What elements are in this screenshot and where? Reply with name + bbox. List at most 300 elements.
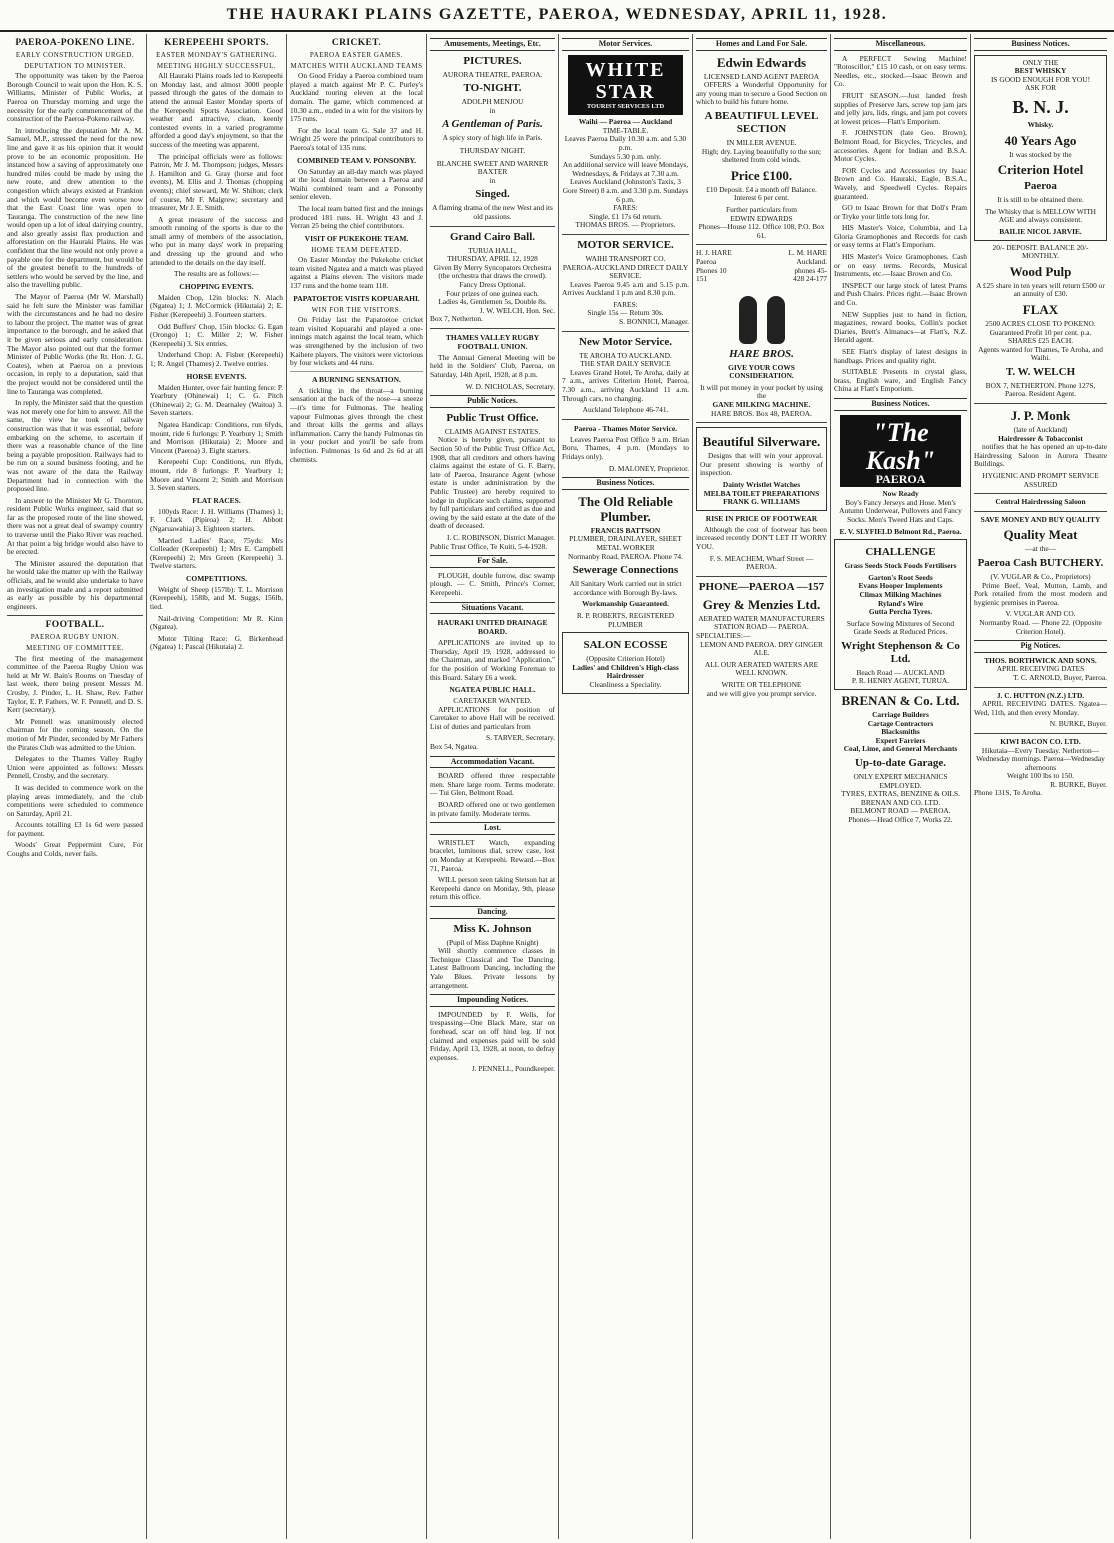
receiving: APRIL RECEIVING DATES — [996, 664, 1085, 674]
flax-p: 2500 ACRES CLOSE TO POKENO. — [985, 318, 1096, 328]
section-label: Business Notices. — [562, 477, 689, 490]
paragraph: IMPOUNDED by F. Wells, for trespassing—One Black Mare, star on forehead, scar on off hind leg. If not claimed and expenses paid will be sold Friday, April 13, 1928, at noon, to defray expenses. — [430, 1009, 555, 1062]
challenge-box — [834, 539, 967, 690]
divider — [696, 422, 827, 423]
white-star-sub: TOURIST SERVICES LTD — [586, 102, 665, 110]
paragraph: HIS Master's Voice, Columbia, and La Gloria Gramophones and Records for cash or easy terms at Flatt's Emporium. — [834, 223, 967, 250]
paragraph: It was decided to commence work on the playing areas immediately, and the club competitions were scheduled to commence on Saturday, April 21. — [7, 782, 143, 818]
battson: FRANCIS BATTSON — [590, 525, 661, 535]
paragraph: Leaves Grand Hotel, Te Aroha, daily at 7 a.m., arrives Criterion Hotel, Paeroa, 7.30 a.m., arriving Auckland 11 a.m. Through cars, no changing. — [562, 367, 689, 403]
manager: S. BONNICI, Manager. — [619, 317, 689, 327]
kash-title: "The Kash" — [865, 417, 936, 475]
paragraph: The Mayor of Paeroa (Mr W. Marshall) said he felt sure the Minister was familiar with the circumstances and he had no desire to labour the project. The matter was of great importance to the borough, and he asked that it be given serious and early consideration. The Mayor also pointed out that the former Minister of Public Works (the Rt. Hon. J. G. Coates), when at Paeroa on a previous occasion, in reply to a deputation, said that the project would not be considered until the line to Tauranga was completed. — [7, 292, 143, 396]
section-head: COMPETITIONS. — [185, 573, 248, 583]
money: It will put money in your pocket by using the — [700, 382, 823, 401]
ball-date: THURSDAY, APRIL 12, 1928 — [447, 254, 538, 264]
paragraph: The principal officials were as follows: Patron, Mr J. M. Thompson; judges, Messrs J. Hamilton and G. Gray (horse and foot events), M. Ellis and J. Thomas (chopping events); chief steward, Mr W. Shilton; clerk of course, Mr F. Malgrew; secretary and treasurer, Mr J. E. Smith. — [150, 151, 283, 213]
white-star-title: WHITE STAR — [585, 58, 666, 103]
tv-head: THAMES VALLEY RUGBY FOOTBALL UNION. — [445, 332, 540, 351]
give-cows: GIVE YOUR COWS CONSIDERATION. — [728, 362, 795, 381]
stocked: It was stocked by the — [1009, 149, 1072, 159]
burke: N. BURKE, Buyer. — [1049, 719, 1107, 729]
daily-service: PAEROA-AUCKLAND DIRECT DAILY SERVICE. — [562, 262, 689, 281]
column-1 — [4, 34, 146, 1539]
white-star-logo — [568, 55, 683, 116]
divider — [974, 733, 1107, 734]
pto-head: Public Trust Office. — [446, 411, 539, 424]
paeroa: Paeroa — [1024, 180, 1057, 193]
section-head: PAPATOETOE VISITS KOPUARAHI. — [293, 293, 420, 303]
paragraph: HIS Master's Voice Gramophones. Cash or on easy terms. Records, Musical Instruments, etc.—Isaac Brown and Co. — [834, 252, 967, 279]
section-label: For Sale. — [430, 555, 555, 568]
ngatea-head: NGATEA PUBLIC HALL. — [449, 685, 536, 695]
vuglar: (V. VUGLAR & Co., Proprietors) — [990, 572, 1091, 581]
paragraph: APPLICATIONS are invited up to Thursday, April 19, 1928, addressed to the Chairman, and marked "Application," for the position of Working Foreman to this Board. Salary £6 a week. — [430, 638, 555, 682]
paragraph: A great measure of the success and smooth running of the sports is due to the small army of members of the association, who put in many days' work in preparing and dressing up the ground and who attended to the details on the day itself. — [150, 214, 283, 267]
paragraph: F. JOHNSTON (late Geo. Brown), Belmont Road, for Bicycles, Tricycles, and accessories. Agent for Indian and B.S.A. Motor Cycles. — [834, 128, 967, 164]
agents: Agents wanted for Thames, Te Aroha, and Waihi. — [978, 344, 1103, 363]
divider — [430, 226, 555, 227]
motor-service-head: MOTOR SERVICE. — [577, 238, 674, 251]
paragraph: Ngatea Handicap: Conditions, run 6fyds, mount, ride 6 furlongs: P. Yearbury 1; Smith and Morrison (Hikutaia) 2; Moore and Vincent (Paeroa) 3. Eight starters. — [150, 419, 283, 455]
paragraph: FRUIT SEASON.—Just landed fresh supplies of Preserve Jars, screw top jam jars and jelly jars, lids, rings, and jam pot covers at lowest prices—Flatt's Emporium. — [834, 90, 967, 126]
section-label: Impounding Notices. — [430, 994, 555, 1007]
workmanship: Workmanship Guaranteed. — [582, 599, 669, 609]
paragraph: BOARD offered three respectable men. Share large room. Terms moderate. — Tui Glen, Belmont Road. — [430, 771, 555, 798]
paragraph: In introducing the deputation Mr A. M. Samuel, M.P., stressed the need for the new line and gave it as his opinion that it would prove to be an economic proposition. He instanced how a saving of approximately one hundred miles could be made by using the new route, and drew attention to the congestion which always existed at Frankton and which would become even worse now that the East Coast line was open to Tauranga. The construction of the new line would open up a lot of ideal dairying country, and also greatly assist flax production and afforestation on the Hauraki Plains. He was confident that the line would not only prove a payable one for the department, but would be of the greatest benefit to the hundreds of settlers who would be served by the line, and also the travelling public. — [7, 125, 143, 290]
section-head: FLAT RACES. — [192, 495, 241, 505]
paragraph: Maiden Hunter, over fair hunting fence: P. Yearbury (Ohinewai) 1; C. G. Pitch (Ohinewai) 2; G. M. Dearnaley (Waitoa) 3. Seven starters. — [150, 382, 283, 418]
paragraph: On Good Friday a Paeroa combined team played a match against Mr P. C. Purley's Auckland touring eleven at the local domain. The game, which commenced at 10.30 a.m., ended in a win for the visitors by 175 runs. — [290, 71, 423, 124]
johnson-head: Miss K. Johnson — [453, 922, 532, 935]
thursday-night: THURSDAY NIGHT. — [459, 145, 526, 155]
section-label: Business Notices. — [974, 38, 1107, 51]
paragraph: Married Ladies' Race, 75yds: Mrs Colleader (Kerepeehi) 1; Mrs E. Campbell (Kerepeehi) 2; Mrs Green (Kerepeehi) 3. Twelve starters. — [150, 535, 283, 571]
paragraph: Will shortly commence classes in Technique Classical and Toe Dancing. Latest Ballroom Dancing, including the Yale Blues. Private lessons by arrangement. — [430, 946, 555, 990]
fares-value: Single 15s — Return 30s. — [587, 308, 664, 318]
cartage: Cartage Contractors — [867, 718, 934, 728]
paragraph: OFFERS a Wonderful Opportunity for any young man to secure a Good Section on which to build his future home. — [696, 80, 827, 107]
whisky-box — [974, 55, 1107, 241]
henry: P. R. HENRY AGENT, TURUA. — [851, 676, 950, 686]
fares: FARES: — [613, 299, 638, 309]
best: BEST WHISKY — [1014, 66, 1067, 76]
section-label: Lost. — [430, 822, 555, 835]
paragraph: All Hauraki Plains roads led to Kerepeehi on Monday last, and almost 3000 people passed through the gates of the domain to attend the annual Easter Monday sports of the Kerepeehi Sports Association. Good weather and attractive, clean, keenly contested events in a varied programme afforded a good day's enjoyment, so that the success of the meeting was apparent. — [150, 71, 283, 149]
hare-header — [696, 249, 827, 283]
edwards-sub: LICENSED LAND AGENT PAEROA — [703, 71, 820, 81]
paragraph: Woods' Great Peppermint Cure, For Coughs and Colds, never fails. — [7, 840, 143, 859]
brenan: BRENAN & Co. Ltd. — [841, 693, 960, 709]
monk-sub: (late of Auckland) — [1013, 425, 1068, 435]
gane: GANE MILKING MACHINE. — [712, 400, 811, 410]
paragraph: In reply, the Minister said that the question was not merely one for him to answer. All the same, the view he took of railway construction was that it was essential, before embarking on the scheme, to ascertain if there was a reasonable chance of the line being a payable proposition. Railways had to be run on a sound business footing, and he was not aware of the data the Railway Department had in connection with the proposed line. — [7, 398, 143, 494]
paragraph: A PERFECT Sewing Machine! "Rotoscillor," £15 10 cash, or on easy terms. Needles, etc., stocked.—Isaac Brown and Co. — [834, 53, 967, 89]
hair: Hairdresser & Tobacconist — [998, 433, 1083, 443]
subhead: MEETING OF COMMITTEE. — [26, 644, 124, 652]
expert: ONLY EXPERT MECHANICS EMPLOYED. — [853, 772, 948, 790]
paragraph: Maiden Chop, 12in blocks: N. Alach (Ngatea) 1; J. McCormick (Hikutaia) 2; E. Fisher (Kerepeehi) 3. Fourteen starters. — [150, 292, 283, 320]
garage: Up-to-date Garage. — [854, 757, 947, 770]
cash: Paeroa Cash BUTCHERY. — [977, 557, 1104, 569]
tv-sig: W. D. NICHOLAS, Secretary. — [465, 381, 555, 391]
battson-sub: PLUMBER, DRAINLAYER, SHEET METAL WORKER — [569, 534, 682, 552]
hare-paeroa: H. J. HARE Paeroa Phones 10 151 — [696, 248, 732, 284]
paragraph: On Saturday an all-day match was played at the local domain between a Paeroa and Waihi combined team and a Ponsonby senior eleven. — [290, 166, 423, 202]
bnj: B. N. J. — [1012, 96, 1069, 117]
divider — [974, 403, 1107, 404]
section-label: Public Notices. — [430, 395, 555, 408]
paragraph: The first meeting of the management committee of the Paeroa Rugby Union was held at Mr W. Bain's Rooms on Tuesday of last week, there being present Messrs M. Crosby, J. Pinder, L. H. Shaw, Rev. Father Taylor, E. P. Fathers, W. F. Pennell, and D. S. Kerr (secretary). — [7, 653, 143, 715]
paragraph: The local team batted first and the innings produced 181 runs. H. Wright 43 and J. Verran 25 being the chief contributors. — [290, 203, 423, 231]
blacksmiths: Blacksmiths — [881, 727, 920, 737]
coal: Coal, Lime, and General Merchants — [843, 744, 958, 754]
arnold: T. C. ARNOLD, Buyer, Paeroa. — [1013, 672, 1107, 682]
subhead: HOME TEAM DEFEATED. — [311, 245, 402, 254]
ryland: Ryland's Wire — [877, 598, 924, 608]
divider — [290, 371, 423, 372]
pto-sig: I. C. ROBINSON, District Manager. — [447, 532, 555, 542]
grey-menzies: Grey & Menzies Ltd. — [702, 596, 821, 612]
melba: MELBA TOILET PREPARATIONS — [703, 488, 820, 498]
paragraph: Accounts totalling £3 1s 6d were passed for payment. — [7, 820, 143, 838]
quality: Quality Meat — [1003, 527, 1078, 543]
paragraph: NEW Supplies just to hand in fiction, magazines, reward books, Collin's pocket Diaries, Brett's Almanacs—at Flatt's, N.Z. Herald agent. — [834, 309, 967, 345]
welch-addr: BOX 7, NETHERTON. Phone 127S, Paeroa. Resident Agent. — [985, 380, 1096, 399]
paragraph: A tickling in the throat—a burning sensation at the back of the nose—a sneeze—it's time for Fulmonas. The healing vapour Fulmonas gives through the chest and throat kills the germs and allays inflammation. Carry the handy Fulmonas tin in your pocket and you'll be safe from infection. Fulmonas 1s 6d and 2s 6d at all chemists. — [290, 385, 423, 464]
hutton: J. C. HUTTON (N.Z.) LTD. — [996, 690, 1085, 700]
price: Price £100. — [730, 167, 793, 183]
shares: SHARES £25 EACH. — [1007, 336, 1074, 346]
paragraph: Delegates to the Thames Valley Rugby Union were appointed as follows: Messrs Pennell, Crosby, and the secretary. — [7, 754, 143, 781]
ball-prizes: Four prizes of one guinea each. — [446, 288, 539, 298]
central: Central Hairdressing Saloon — [995, 497, 1086, 507]
column-6 — [692, 34, 830, 1539]
vuglar-sig: V. VUGLAR AND CO. — [1005, 609, 1076, 619]
grass: Grass Seeds Stock Foods Fertilisers — [844, 561, 957, 571]
paragraph: The results are as follows:— — [174, 269, 259, 279]
columns — [4, 34, 1110, 1539]
paragraph: APRIL RECEIVING DATES. Ngatea—Wed, 11th, and then every Monday. — [974, 699, 1107, 717]
actors: BLANCHE SWEET AND WARNER BAXTER — [436, 158, 549, 177]
roberts: R. P. ROBERTS, REGISTERED PLUMBER — [576, 610, 675, 629]
surface: Surface Sowing Mixtures of Second Grade Seeds at Reduced Prices. — [846, 618, 955, 637]
welch: T. W. WELCH — [1005, 365, 1076, 378]
film-title: Singed. — [475, 188, 510, 201]
route: Waihi — Paeroa — Auckland — [578, 117, 673, 127]
section-label: Dancing. — [430, 906, 555, 919]
edwards-head: Edwin Edwards — [716, 54, 807, 70]
section-head: A BURNING SENSATION. — [312, 374, 401, 384]
paragraph: The opportunity was taken by the Paeroa Borough Council to wait upon the Hon. K. S. Williams, Minister of Public Works, at Paeroa on Thursday morning and urge the necessity for the early commencement of the construction of the Paeroa-Pokeno railway. — [7, 71, 143, 124]
wright: Wright Stephenson & Co Ltd. — [841, 639, 960, 665]
aerated2: ALL OUR AERATED WATERS ARE WELL KNOWN. — [704, 659, 819, 678]
paragraph: GO to Isaac Brown for that Doll's Pram or Tryke your little tots long for. — [834, 203, 967, 221]
section-head: CHOPPING EVENTS. — [179, 281, 254, 291]
paragraph: Leaves Paeroa Post Office 9 a.m. Brian Boru, Thames, 4 p.m. (Mondays to Fridays only). — [562, 434, 689, 461]
paeroa-thames-head: Paeroa - Thames Motor Service. — [573, 423, 678, 433]
ball-venue: TURUA HALL, — [468, 245, 517, 255]
whisky: Whisky. — [1027, 119, 1054, 129]
ball-dress: Fancy Dress Optional. — [459, 279, 526, 289]
battson-addr: Normanby Road, PAEROA. Phone 74. — [568, 551, 683, 561]
column-2 — [146, 34, 286, 1539]
criterion: Criterion Hotel — [997, 162, 1084, 178]
caretaker-head: CARETAKER WANTED. — [453, 696, 532, 706]
caretaker-sig: S. TARVER, Secretary. — [485, 733, 555, 743]
climax: Climax Milking Machines — [859, 589, 942, 599]
masthead-title: THE HAURAKI PLAINS GAZETTE, PAEROA, WEDNESDAY, APRIL 11, 1928. — [226, 6, 888, 23]
at: —at the— — [1025, 544, 1056, 554]
section-label: Pig Notices. — [974, 640, 1107, 653]
monk: J. P. Monk — [1010, 408, 1071, 424]
section-label: Amusements, Meetings, Etc. — [430, 38, 555, 51]
plumber-head: The Old Reliable Plumber. — [578, 493, 673, 524]
paragraph: Leaves Paeroa 9.45 a.m and 5.15 p.m. Arrives Auckland 1 p.m and 8.30 p.m. — [562, 279, 689, 298]
good: IS GOOD ENOUGH FOR YOU! — [990, 74, 1091, 84]
paragraph: On Easter Monday the Pukekohe cricket team visited Ngatea and a match was played against a Plains eleven. The visitors made 137 runs and the home team 118. — [290, 255, 423, 291]
subhead: EASTER MONDAY'S GATHERING. — [156, 51, 277, 59]
still: It is still to be obtained there. — [997, 195, 1084, 205]
belmont: BELMONT ROAD — PAEROA. — [850, 806, 951, 816]
miller: IN MILLER AVENUE. — [726, 137, 797, 147]
leaves: Leaves Paeroa Daily 10.30 a.m. and 5.30 p.m. — [564, 134, 687, 152]
phones: Phones—Head Office 7, Works 22. — [848, 815, 953, 824]
mellow: The Whisky that is MELLOW WITH AGE and always consistent. — [984, 206, 1097, 225]
headline-paeroa-pokeno: PAEROA-POKENO LINE. — [15, 38, 135, 48]
paragraph: Nail-driving Competition: Mr R. Kinn (Ngatea). — [150, 613, 283, 632]
miller-p: High; dry. Laying beautifully to the sun; sheltered from cold winds. — [701, 146, 822, 165]
maloney: D. MALONEY, Proprietor. — [608, 463, 689, 473]
garton: Garton's Root Seeds — [868, 572, 933, 582]
station: STATION ROAD — PAEROA. — [714, 622, 809, 632]
film-desc: A flaming drama of the new West and its old passions. — [432, 203, 553, 221]
additional: An additional service will leave Mondays, Wednesdays, & Fridays at 7.30 a.m. — [562, 160, 689, 178]
headline-football: FOOTBALL. — [45, 620, 105, 631]
fares-value: Single, £1 17s 6d return. — [589, 211, 662, 221]
paragraph: Mr Pennell was unanimously elected chairman for the coming season. On the motion of Mr Pinder, seconded by Mr Fathers the Pirates Club was admitted to the Union. — [7, 716, 143, 752]
impound-sig: J. PENNELL, Poundkeeper. — [471, 1064, 555, 1074]
te-aroha: TE AROHA TO AUCKLAND. — [579, 350, 672, 360]
carriage: Carriage Builders — [872, 710, 929, 720]
section-head: VISIT OF PUKEKOHE TEAM. — [304, 233, 409, 243]
pto-addr: Public Trust Office, Te Kuiti, 5-4-1928. — [430, 541, 548, 551]
paragraph: WILL person seen taking Stetson hat at Kerepeehi dance on Monday, 9th, please return this office. — [430, 875, 555, 902]
paragraph: The Annual General Meeting will be held in the Soldiers' Club, Paeroa, on Saturday, 14th April, 1928, at 8 p.m. — [430, 352, 555, 380]
silver-head: Beautiful Silverware. — [702, 434, 821, 450]
slyfield: E. V. SLYFIELD Belmont Rd., Paeroa. — [839, 526, 962, 536]
ball-box: Box 7, Netherton. — [430, 314, 483, 324]
section-label: Homes and Land For Sale. — [696, 38, 827, 51]
proprietors: THOMAS BROS. — Proprietors. — [575, 220, 676, 230]
salon-sub: (Opposite Criterion Hotel) — [586, 654, 665, 664]
headline-kerepeehi-sports: KEREPEEHI SPORTS. — [164, 38, 269, 48]
footwear-head: RISE IN PRICE OF FOOTWEAR — [705, 513, 818, 523]
section-label: Situations Vacant. — [430, 602, 555, 615]
salon-p2: Cleanliness a Speciality. — [589, 679, 662, 689]
edwards-phone: Phones—House 112. Office 108, P.O. Box 61. — [698, 222, 825, 240]
ball-sec: J. W. WELCH, Hon. Sec. — [479, 305, 555, 315]
section-head: HORSE EVENTS. — [186, 371, 247, 381]
paragraph: Odd Buffers' Chop, 15in blocks: G. Egan (Orongo) 1; C. Miller 2; W. Fisher (Kerepeehi) 3. Six entries. — [150, 321, 283, 348]
farriers: Expert Farriers — [875, 735, 926, 745]
lemon: LEMON AND PAEROA. DRY GINGER ALE. — [700, 639, 823, 658]
hare-auckland: L. M. HARE Auckland. phones 45-428 24-177 — [788, 248, 827, 284]
fares: FARES: — [613, 203, 638, 213]
paragraph: For the local team G. Sale 37 and H. Wright 25 were the principal contributors to Paeroa's total of 135 runs. — [290, 125, 423, 152]
paragraph: The Minister assured the deputation that he would take the matter up with the Railway officials, and he would also undertake to have an investigation made and a report submitted as early as possible by his departmental engineers. — [7, 558, 143, 611]
paragraph: Motor Tilting Race: G. Birkenhead (Ngatea) 1; Pascal (Hikutaia) 2. — [150, 633, 283, 652]
kash-paeroa: PAEROA — [875, 471, 926, 486]
save: SAVE MONEY AND BUY QUALITY — [980, 514, 1101, 524]
paragraph: Boy's Fancy Jerseys and Hose. Men's Autumn Underwear, Pullovers and Fancy Socks. Men's Tweed Hats and Caps. — [839, 497, 962, 524]
rabbits-illustration — [696, 288, 827, 344]
divider — [974, 511, 1107, 512]
star-service: THE STAR DAILY SERVICE — [580, 359, 671, 369]
pictures-heading: PICTURES. — [463, 54, 522, 67]
hauraki-head: HAURAKI UNITED DRAINAGE BOARD. — [437, 618, 548, 637]
divider — [696, 244, 827, 245]
meachem: F. S. MEACHEM, Wharf Street — PAEROA. — [709, 553, 814, 572]
section-label: Motor Services. — [562, 38, 689, 51]
paragraph: SUITABLE Presents in crystal glass, brass, English ware, and English Fancy China at Flatt's Emporium. — [834, 367, 967, 394]
wood-p: A £25 share in ten years will return £500 or an annuity of £30. — [976, 280, 1105, 299]
kiwi: KIWI BACON CO. LTD. — [1000, 736, 1081, 746]
sundays: Sundays 5.30 p.m. only. — [589, 151, 662, 161]
specialties: SPECIALTIES:— — [696, 630, 751, 640]
claims: CLAIMS AGAINST ESTATES. — [444, 426, 541, 436]
in-label: in — [489, 105, 496, 115]
divider — [696, 576, 827, 577]
edwards-sig: EDWIN EDWARDS — [730, 213, 793, 223]
paragraph: FOR Cycles and Accessories try Isaac Brown and Co. Hauraki, Eagle, B.S.A., Wavely, and Speedwell Cycles. Repairs guaranteed. — [834, 165, 967, 201]
subhead: MEETING HIGHLY SUCCESSFUL. — [156, 61, 277, 70]
years: 40 Years Ago — [1004, 132, 1077, 148]
normanby: Normanby Road. — Phone 22. (Opposite Criterion Hotel). — [979, 617, 1102, 636]
deposit: 20/- DEPOSIT. BALANCE 20/- MONTHLY. — [992, 242, 1089, 261]
divider — [430, 328, 555, 329]
paragraph: notifies that he has opened an up-to-date Hairdressing Saloon in Aurora Theatre Buildings. — [974, 442, 1107, 469]
gutta: Gutta Percha Tyres. — [868, 607, 933, 617]
divider — [974, 493, 1107, 494]
salon-box — [562, 632, 689, 693]
theatre-name: AURORA THEATRE, PAEROA. — [442, 69, 543, 79]
beautiful-section: A BEAUTIFUL LEVEL SECTION — [704, 109, 819, 135]
divider — [562, 331, 689, 332]
paragraph: Underhand Chop: A. Fisher (Kerepeehi) 1; R. Angel (Thames) 2. Twelve entries. — [150, 350, 283, 368]
film-desc: A spicy story of high life in Paris. — [442, 133, 543, 143]
further: Further particulars from — [725, 204, 797, 214]
write: WRITE OR TELEPHONE — [721, 679, 802, 689]
silverware-box — [696, 427, 827, 511]
column-5 — [558, 34, 692, 1539]
kiwi-weight: Weight 100 lbs to 150. — [1007, 771, 1074, 781]
phone: PHONE—PAEROA —157 — [698, 580, 825, 593]
column-3 — [286, 34, 426, 1539]
tonight: TO-NIGHT. — [463, 82, 522, 95]
paragraph: Prime Beef, Veal, Mutton, Lamb, and Pork retailed from the most modern and hygienic premises in Paeroa. — [974, 580, 1107, 607]
divider — [974, 687, 1107, 688]
flax: FLAX — [1022, 301, 1059, 317]
rabbit-icon — [767, 296, 785, 344]
kash-now: Now Ready — [882, 489, 919, 499]
paragraph: INSPECT our large stock of latest Prams and Push Chairs. Prices right.—Isaac Brown and Co. — [834, 280, 967, 308]
aerated: AERATED WATER MANUFACTURERS — [698, 613, 825, 623]
kash-logo — [840, 415, 961, 488]
subhead: MATCHES WITH AUCKLAND TEAMS — [290, 61, 423, 70]
service: and we will give you prompt service. — [706, 688, 817, 698]
section-head: COMBINED TEAM V. PONSONBY. — [296, 155, 417, 165]
paragraph: Designs that will win your approval. Our present showing is worthy of inspection. — [700, 451, 823, 478]
ask: ASK FOR — [1024, 83, 1056, 93]
new-motor-head: New Motor Service. — [579, 335, 672, 348]
challenge: CHALLENGE — [865, 546, 936, 559]
timetable: TIME-TABLE. — [602, 125, 649, 135]
salon-p: Ladies' and Children's High-class Hairdresser — [572, 662, 679, 681]
only: ONLY THE — [1022, 57, 1059, 67]
headline-cricket: CRICKET. — [331, 38, 382, 48]
salon-head: SALON ECOSSE — [583, 639, 668, 652]
paragraph: 100yds Race: J. H. Williams (Thames) 1; F. Clark (Pipiroa) 2; H. Abbott (Ngaruawahia) 3. Eighteen starters. — [150, 506, 283, 533]
column-4 — [426, 34, 558, 1539]
leaves-auckland: Leaves Auckland (Johnston's Taxis, 3 Gore Street) 8 a.m. and 3.30 p.m. Sundays 6 p.m. — [562, 177, 689, 204]
williams: FRANK G. WILLIAMS — [723, 497, 800, 507]
subhead: PAEROA RUGBY UNION. — [30, 633, 120, 642]
paragraph: Kerepeehi Cup: Conditions, run 8fyds, mount, ride 8 furlongs: P. Yearbury 1; Moore and Vincent 2; Smith and Morrison 3. Seven starters. — [150, 457, 283, 493]
evans: Evans Hooper Implements — [858, 581, 943, 591]
wood: Wood Pulp — [1009, 263, 1072, 279]
kiwi-p: Hikutaia—Every Tuesday. Netherton—Wednesday mornings. Paeroa—Wednesday afternoons — [976, 745, 1105, 772]
hare-bros: HARE BROS. — [729, 347, 794, 360]
wright-addr: Beach Road — AUCKLAND — [856, 667, 945, 677]
divider — [562, 234, 689, 235]
tyres: TYRES, EXTRAS, BENZINE & OILS. — [841, 789, 960, 799]
ball-given: Given By Merry Syncopators Orchestra (the orchestra that draws the crowd). — [433, 262, 552, 281]
column-7 — [830, 34, 970, 1539]
paragraph: On Friday last the Papatoetoe cricket team visited Kopuarahi and played a one-innings match against the local team, which was strengthened by the inclusion of two Kaihere players. The visitors were victorious by four wickets and 44 runs. — [290, 315, 423, 368]
hygienic: HYGIENIC AND PROMPT SERVICE ASSURED — [982, 471, 1099, 489]
in-label: in — [489, 175, 496, 185]
paragraph: Weight of Sheep (157lb): T. L. Morrison (Kerepeehi), 158lb, and M. Suggs, 156lb, tied. — [150, 584, 283, 612]
johnson-sub: (Pupil of Miss Daphne Knight) — [446, 937, 539, 947]
subhead: WIN FOR THE VISITORS. — [311, 305, 402, 314]
paragraph: APPLICATIONS for position of Caretaker to above Hall will be received. List of duties and particulars from — [430, 704, 555, 731]
paragraph: SEE Flatt's display of latest designs in handbags. Prices and quality right. — [834, 347, 967, 365]
star-phone: Auckland Telephone 46-741. — [582, 405, 669, 415]
guaranteed: Guaranteed Profit 10 per cent. p.a. — [989, 327, 1092, 337]
kiwi-phone: Phone 131S, Te Aroha. — [974, 788, 1043, 798]
paragraph: Although the cost of footwear has been increased recently DON'T LET IT WORRY YOU. — [696, 524, 827, 551]
rabbit-icon — [739, 296, 757, 344]
section-label: Business Notices. — [834, 398, 967, 411]
paragraph: Notice is hereby given, pursuant to Section 50 of the Public Trust Office Act, 1908, that all creditors and others having claims against the estate of G. F. Barry, late of Paeroa, Insurance Agent (whose estate is under administration by the Public Trustee) are hereby required to lodge in duplicate such claims, supported by full particulars and certified as due and owing by the said estate at the date of the death of deceased. — [430, 435, 555, 531]
column-8 — [970, 34, 1110, 1539]
wristlet: Dainty Wristlet Watches — [722, 480, 801, 490]
waihi-transport: WAIHI TRANSPORT CO. — [585, 253, 666, 263]
paragraph: PLOUGH, double furrow, disc swamp plough. — C. Smith, Prince's Corner, Kerepeehi. — [430, 570, 555, 597]
subhead: PAEROA EASTER GAMES. — [309, 51, 404, 59]
sewerage: Sewerage Connections — [572, 564, 679, 577]
ball-title: Grand Cairo Ball. — [449, 230, 536, 243]
section-label: Accommodation Vacant. — [430, 756, 555, 769]
bailie: BAILIE NICOL JARVIE. — [999, 226, 1082, 236]
paragraph: WRISTLET Watch, expanding bracelet, luminous dial, screw case, lost on Monday at Kerepeehi. Reward.—Box 71, Paeroa. — [430, 837, 555, 873]
brenan-sig: BRENAN AND CO. LTD. — [860, 797, 941, 807]
section-label: Miscellaneous. — [834, 38, 967, 51]
actor: ADOLPH MENJOU — [461, 97, 524, 107]
borthwick: THOS. BORTHWICK AND SONS. — [984, 655, 1097, 665]
subhead: DEPUTATION TO MINISTER. — [24, 61, 126, 70]
